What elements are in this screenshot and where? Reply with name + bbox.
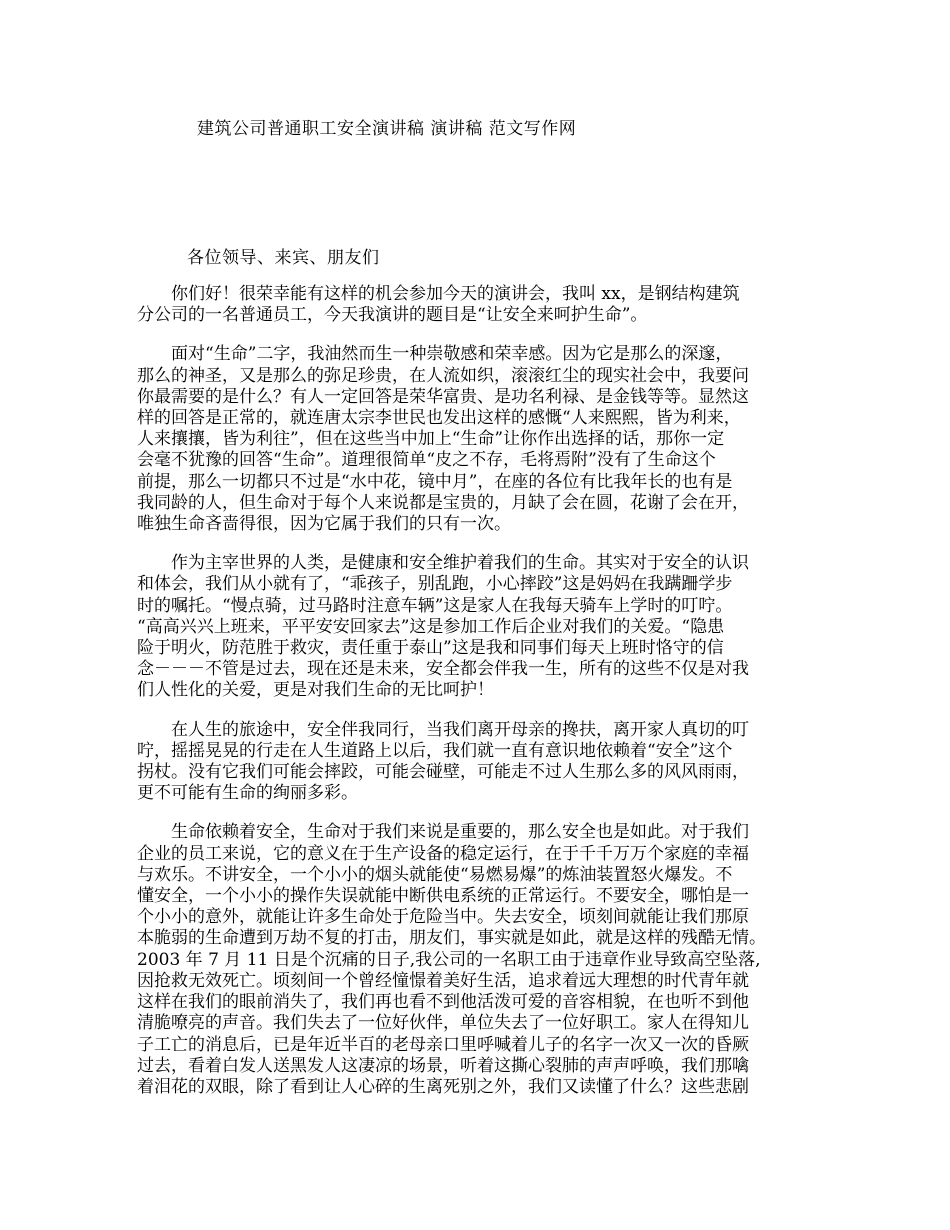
paragraph-line: 面对“生命”二字，我油然而生一种崇敬感和荣幸感。因为它是那么的深邃， [137,344,733,365]
paragraph [137,822,827,1098]
paragraph-line: 会毫不犹豫的回答“生命”。道理很简单“皮之不存，毛将焉附”没有了生命这个 [137,450,716,471]
paragraph-line: 在人生的旅途中，安全伴我同行，当我们离开母亲的搀扶，离开家人真切的叮 [137,719,749,740]
paragraph-line: 因抢救无效死亡。顷刻间一个曾经憧憬着美好生活，追求着远大理想的时代青年就 [137,970,749,991]
paragraph-line: 样的回答是正常的，就连唐太宗李世民也发出这样的感慨“人来熙熙，皆为利来， [137,408,741,429]
paragraph [137,553,827,701]
paragraph-line: 这样在我们的眼前消失了，我们再也看不到他活泼可爱的音容相貌，在也听不到他 [137,992,749,1013]
paragraph-line: 人来攘攘，皆为利往”，但在这些当中加上“生命”让你作出选择的话，那你一定 [137,429,725,450]
paragraph [137,284,827,326]
paragraph-line: 着泪花的双眼，除了看到让人心碎的生离死别之外，我们又读懂了什么？这些悲剧 [137,1076,749,1097]
paragraph-line: 2003 年 7 月 11 日是个沉痛的日子,我公司的一名职工由于违章作业导致高空坠落, [137,949,761,970]
paragraph-line: 险于明火，防范胜于救灾，责任重于泰山”这是我和同事们每天上班时恪守的信 [137,638,724,659]
paragraph-line: 懂安全，一个小小的操作失误就能中断供电系统的正常运行。不要安全，哪怕是一 [137,886,749,907]
paragraph-line: 唯独生命吝啬得很，因为它属于我们的只有一次。 [137,514,511,535]
paragraph-line: 时的嘱托。“慢点骑，过马路时注意车辆”这是家人在我每天骑车上学时的叮咛。 [137,595,733,616]
paragraph-line: 子工亡的消息后，已是年近半百的老母亲口里呼喊着儿子的名字一次又一次的昏厥 [137,1034,749,1055]
document-body [137,284,827,1116]
paragraph-line: 们人性化的关爱，更是对我们生命的无比呵护！ [137,680,494,701]
paragraph-line: 你们好！很荣幸能有这样的机会参加今天的演讲会，我叫 xx，是钢结构建筑 [137,284,740,304]
paragraph-line: 个小小的意外，就能让许多生命处于危险当中。失去安全，顷刻间就能让我们那原 [137,907,749,928]
paragraph-line: 念－－－不管是过去，现在还是未来，安全都会伴我一生，所有的这些不仅是对我 [137,659,749,680]
paragraph-line: 前提，那么一切都只不过是“水中花，镜中月”，在座的各位有比我年长的也有是 [137,471,733,492]
paragraph-line: 作为主宰世界的人类，是健康和安全维护着我们的生命。其实对于安全的认识 [137,553,749,574]
paragraph-line: 分公司的一名普通员工，今天我演讲的题目是“让安全来呵护生命”。 [137,305,648,326]
paragraph [137,344,827,535]
paragraph-line: 咛，摇摇晃晃的行走在人生道路上以后，我们就一直有意识地依赖着“安全”这个 [137,740,733,761]
paragraph-line: 你最需要的是什么？有人一定回答是荣华富贵、是功名利禄、是金钱等等。显然这 [137,386,749,407]
paragraph [137,720,827,805]
paragraph-line: 拐杖。没有它我们可能会摔跤，可能会碰壁，可能走不过人生那么多的风风雨雨， [137,762,749,783]
paragraph-line: 生命依赖着安全，生命对于我们来说是重要的，那么安全也是如此。对于我们 [137,822,749,843]
paragraph-line: 过去，看着白发人送黑发人这凄凉的场景，听着这撕心裂肺的声声呼唤，我们那噙 [137,1055,749,1076]
paragraph-line: 清脆嘹亮的声音。我们失去了一位好伙伴，单位失去了一位好职工。家人在得知儿 [137,1013,749,1034]
document-title: 建筑公司普通职工安全演讲稿 演讲稿 范文写作网 [197,119,577,139]
paragraph-line: 那么的神圣，又是那么的弥足珍贵，在人流如织，滚滚红尘的现实社会中，我要问 [137,365,749,386]
paragraph-line: 我同龄的人，但生命对于每个人来说都是宝贵的，月缺了会在圆，花谢了会在开， [137,492,749,513]
paragraph-line: 与欢乐。不讲安全，一个小小的烟头就能使“易燃易爆”的炼油装置怒火爆发。不 [137,864,733,885]
paragraph-line: 和体会，我们从小就有了，“乖孩子，别乱跑，小心摔跤”这是妈妈在我蹒跚学步 [137,574,733,595]
paragraph-line: “高高兴兴上班来，平平安安回家去”这是参加工作后企业对我们的关爱。“隐患 [137,616,725,637]
paragraph-line: 更不可能有生命的绚丽多彩。 [137,783,358,804]
paragraph-line: 企业的员工来说，它的意义在于生产设备的稳定运行，在于千千万万个家庭的幸福 [137,843,749,864]
paragraph-line: 本脆弱的生命遭到万劫不复的打击，朋友们，事实就是如此，就是这样的残酷无情。 [137,928,766,949]
salutation: 各位领导、来宾、朋友们 [187,248,380,268]
